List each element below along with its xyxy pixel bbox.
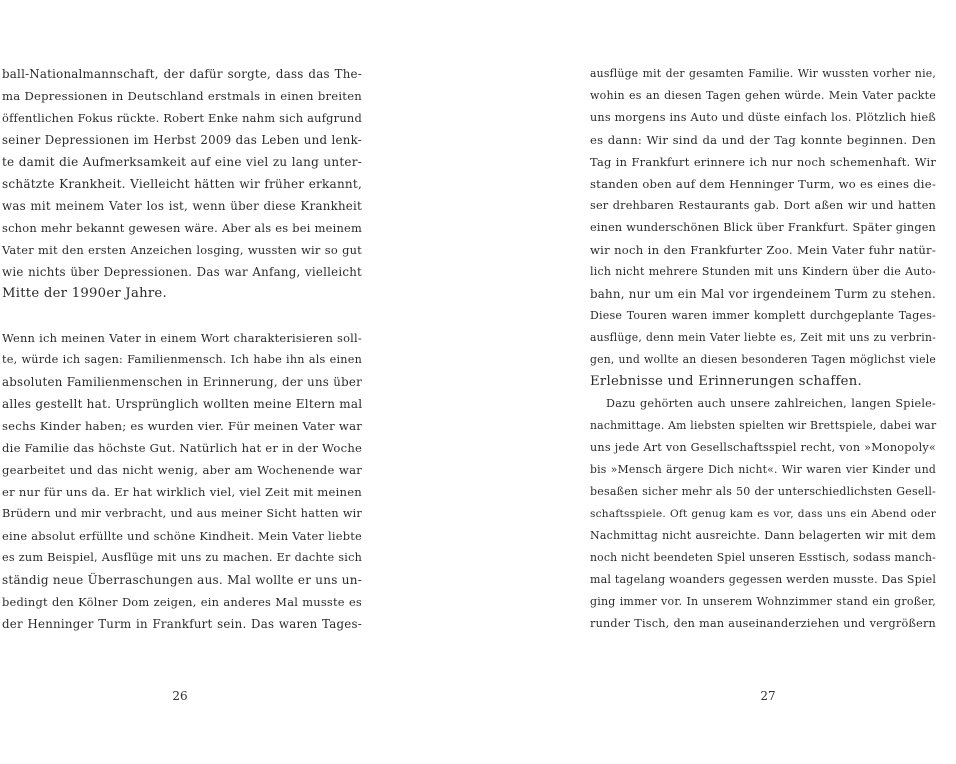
text-line: nachmittage. Am liebsten spielten wir Brettspiele, dabei war xyxy=(590,419,937,432)
text-line: die Familie das höchste Gut. Natürlich hat er in der Woche xyxy=(2,441,363,455)
text-line: ball-Nationalmannschaft, der dafür sorgte, dass das The- xyxy=(2,67,362,81)
text-line: ausflüge, denn mein Vater liebte es, Zeit mit uns zu verbrin- xyxy=(590,331,936,344)
text-line: Dazu gehörten auch unsere zahlreichen, langen Spiele- xyxy=(606,397,936,410)
left-page xyxy=(2,0,362,764)
text-line: schon mehr bekannt gewesen wäre. Aber als es bei meinem xyxy=(2,221,362,235)
text-line: ma Depressionen in Deutschland erstmals in einen breiten xyxy=(2,89,362,103)
text-line: schätzte Krankheit. Vielleicht hätten wir früher erkannt, xyxy=(2,177,362,191)
text-line: seiner Depressionen im Herbst 2009 das Leben und lenk- xyxy=(2,133,362,147)
text-line: was mit meinem Vater los ist, wenn über diese Krankheit xyxy=(2,199,362,213)
text-line: standen oben auf dem Henninger Turm, wo es eines die- xyxy=(590,177,936,191)
text-line: wie nichts über Depressionen. Das war Anfang, vielleicht xyxy=(2,265,362,279)
text-line: uns morgens ins Auto und düste einfach los. Plötzlich hieß xyxy=(590,111,936,124)
text-line: ging immer vor. In unserem Wohnzimmer stand ein großer, xyxy=(590,595,936,608)
right-page xyxy=(590,0,936,764)
text-line: eine absolut erfüllte und schöne Kindheit. Mein Vater liebte xyxy=(2,529,362,543)
text-line: te, würde ich sagen: Familienmensch. Ich habe ihn als einen xyxy=(2,353,362,366)
text-line: es dann: Wir sind da und der Tag konnte beginnen. Den xyxy=(590,133,936,147)
page-number: 26 xyxy=(172,689,188,703)
text-line: noch nicht beendeten Spiel unseren Esstisch, sodass manch- xyxy=(590,551,936,564)
text-line: einen wunderschönen Blick über Frankfurt. Später gingen xyxy=(590,221,936,234)
text-line: sechs Kinder haben; es wurden vier. Für meinen Vater war xyxy=(2,419,362,433)
text-line: er nur für uns da. Er hat wirklich viel, viel Zeit mit meinen xyxy=(2,485,362,499)
text-line: Tag in Frankfurt erinnere ich nur noch schemenhaft. Wir xyxy=(590,155,936,169)
text-line: wir noch in den Frankfurter Zoo. Mein Vater fuhr natür- xyxy=(590,243,936,257)
text-line: runder Tisch, den man auseinanderziehen und vergrößern xyxy=(590,617,936,630)
text-line: bis »Mensch ärgere Dich nicht«. Wir waren vier Kinder und xyxy=(590,463,936,476)
page-number: 27 xyxy=(760,689,776,703)
text-line: Mitte der 1990er Jahre. xyxy=(2,286,167,301)
text-line: Erlebnisse und Erinnerungen schaffen. xyxy=(590,374,862,389)
text-line: der Henninger Turm in Frankfurt sein. Das waren Tages- xyxy=(2,617,362,631)
text-line: mal tagelang woanders gegessen werden musste. Das Spiel xyxy=(590,573,937,586)
text-line: gearbeitet und das nicht wenig, aber am Wochenende war xyxy=(2,463,362,477)
text-line: bahn, nur um ein Mal vor irgendeinem Turm zu stehen. xyxy=(590,287,936,301)
text-line: öffentlichen Fokus rückte. Robert Enke nahm sich aufgrund xyxy=(2,111,362,125)
text-line: gen, und wollte an diesen besonderen Tagen möglichst viele xyxy=(590,353,936,366)
text-line: wohin es an diesen Tagen gehen würde. Mein Vater packte xyxy=(590,89,936,102)
text-line: ständig neue Überraschungen aus. Mal wollte er uns un- xyxy=(2,573,362,587)
text-line: Diese Touren waren immer komplett durchgeplante Tages- xyxy=(590,309,936,322)
text-line: alles gestellt hat. Ursprünglich wollten meine Eltern mal xyxy=(2,397,363,411)
text-line: lich nicht mehrere Stunden mit uns Kindern über die Auto- xyxy=(590,265,936,278)
text-line: schaftsspiele. Oft genug kam es vor, dass uns ein Abend oder xyxy=(590,508,936,520)
text-line: Brüdern und mir verbracht, und aus meiner Sicht hatten wir xyxy=(2,507,362,520)
text-line: ser drehbaren Restaurants gab. Dort aßen wir und hatten xyxy=(590,199,936,212)
text-line: Vater mit den ersten Anzeichen losging, wussten wir so gut xyxy=(2,243,362,257)
text-line: absoluten Familienmenschen in Erinnerung, der uns über xyxy=(2,375,362,389)
text-line: ausflüge mit der gesamten Familie. Wir wussten vorher nie, xyxy=(590,67,936,80)
text-line: Wenn ich meinen Vater in einem Wort charakterisieren soll- xyxy=(2,331,362,345)
text-line: Nachmittag nicht ausreichte. Dann belagerten wir mit dem xyxy=(590,529,936,542)
text-line: te damit die Aufmerksamkeit auf eine viel zu lang unter- xyxy=(2,155,362,169)
text-line: besaßen sicher mehr als 50 der unterschiedlichsten Gesell- xyxy=(590,485,936,498)
text-line: es zum Beispiel, Ausflüge mit uns zu machen. Er dachte sich xyxy=(2,551,362,564)
text-line: uns jede Art von Gesellschaftsspiel recht, von »Monopoly« xyxy=(590,441,936,454)
text-line: bedingt den Kölner Dom zeigen, ein anderes Mal musste es xyxy=(2,595,362,609)
